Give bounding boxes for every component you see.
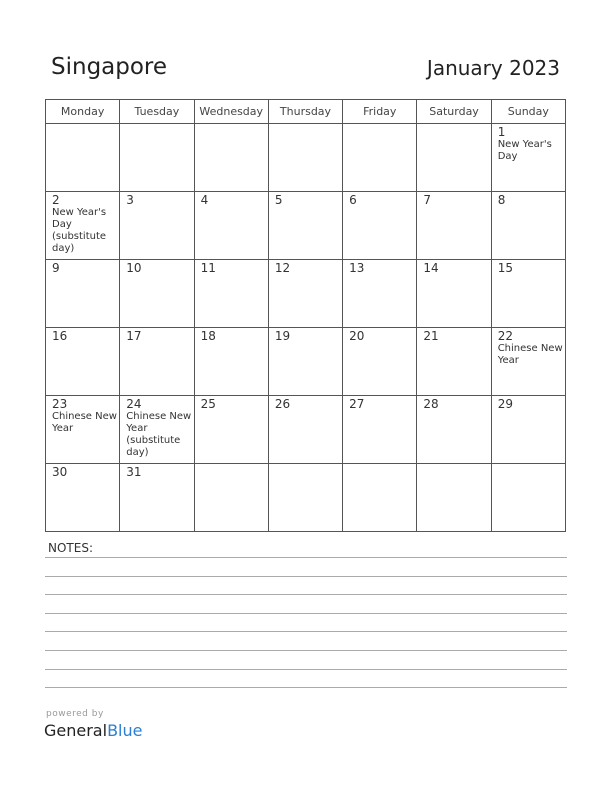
day-number: 8 [497, 193, 506, 207]
week-row [46, 396, 566, 464]
day-cell [46, 260, 120, 328]
weekday-header: Sunday [491, 100, 565, 124]
day-number: 27 [349, 397, 365, 411]
note-line [45, 576, 567, 577]
day-cell [120, 464, 194, 532]
empty-day-cell [343, 124, 417, 192]
day-number: 13 [349, 261, 365, 275]
day-cell [194, 192, 268, 260]
weekday-header: Saturday [417, 100, 491, 124]
holiday-label: Chinese New Year (substitute day) [126, 411, 192, 458]
day-number: 5 [274, 193, 283, 207]
week-row [46, 260, 566, 328]
week-row [46, 328, 566, 396]
empty-day-cell [268, 124, 342, 192]
day-cell [491, 124, 565, 192]
day-cell [120, 396, 194, 464]
day-cell [268, 396, 342, 464]
day-number: 12 [274, 261, 291, 275]
day-cell [491, 328, 565, 396]
holiday-label: New Year's Day (substitute day) [52, 207, 107, 254]
calendar-country-title: Singapore [51, 54, 168, 80]
day-cell [343, 396, 417, 464]
day-number: 24 [126, 397, 142, 411]
day-number: 18 [200, 329, 216, 343]
weekday-header: Thursday [268, 100, 342, 124]
day-number: 11 [200, 261, 216, 275]
day-number: 31 [126, 465, 142, 479]
day-number: 30 [52, 465, 68, 479]
calendar-grid [45, 99, 566, 532]
day-cell [268, 260, 342, 328]
weekday-header: Wednesday [194, 100, 268, 124]
empty-day-cell [194, 464, 268, 532]
day-number: 7 [423, 193, 432, 207]
note-line [45, 557, 567, 558]
day-number: 25 [200, 397, 216, 411]
day-cell [417, 192, 491, 260]
day-cell [194, 328, 268, 396]
day-number: 1 [497, 125, 506, 139]
empty-day-cell [120, 124, 194, 192]
empty-day-cell [194, 124, 268, 192]
day-cell [120, 260, 194, 328]
weekday-header: Friday [343, 100, 417, 124]
day-number: 19 [274, 329, 291, 343]
day-cell [46, 464, 120, 532]
brand-general-text: General [44, 721, 108, 740]
note-line [45, 613, 567, 614]
note-line [45, 594, 567, 595]
day-cell [491, 260, 565, 328]
day-cell [417, 396, 491, 464]
day-cell [417, 260, 491, 328]
empty-day-cell [46, 124, 120, 192]
day-cell [46, 396, 120, 464]
weekday-header: Monday [46, 100, 120, 124]
day-cell [46, 192, 120, 260]
day-number: 6 [349, 193, 357, 207]
day-number: 3 [126, 193, 134, 207]
note-line [45, 669, 567, 670]
weekday-header: Tuesday [120, 100, 194, 124]
powered-by-text: powered by [46, 709, 104, 719]
week-row [46, 464, 566, 532]
note-line [45, 631, 567, 632]
day-number: 20 [349, 329, 365, 343]
day-cell [194, 260, 268, 328]
day-number: 2 [52, 193, 60, 207]
calendar-month-title: January 2023 [426, 56, 560, 80]
brand-blue-text: Blue [107, 721, 143, 740]
day-number: 23 [52, 397, 68, 411]
empty-day-cell [417, 464, 491, 532]
day-number: 9 [52, 261, 60, 275]
weekday-header-row [46, 100, 566, 124]
holiday-label: Chinese New Year [497, 343, 563, 366]
empty-day-cell [491, 464, 565, 532]
generalblue-logo[interactable] [44, 721, 142, 740]
day-cell [268, 328, 342, 396]
day-cell [417, 328, 491, 396]
day-cell [46, 328, 120, 396]
day-number: 4 [200, 193, 209, 207]
day-number: 10 [126, 261, 142, 275]
day-number: 14 [423, 261, 439, 275]
empty-day-cell [417, 124, 491, 192]
day-number: 21 [423, 329, 439, 343]
empty-day-cell [343, 464, 417, 532]
day-number: 17 [126, 329, 142, 343]
holiday-label: New Year's Day [497, 139, 552, 162]
week-row [46, 124, 566, 192]
day-cell [343, 328, 417, 396]
day-cell [194, 396, 268, 464]
note-line [45, 687, 567, 688]
notes-label: NOTES: [48, 541, 93, 555]
day-cell [120, 192, 194, 260]
day-cell [343, 260, 417, 328]
day-number: 16 [52, 329, 68, 343]
day-cell [343, 192, 417, 260]
day-number: 29 [497, 397, 513, 411]
holiday-label: Chinese New Year [52, 411, 117, 434]
day-number: 28 [423, 397, 439, 411]
day-number: 15 [497, 261, 513, 275]
day-number: 22 [497, 329, 513, 343]
day-cell [491, 396, 565, 464]
note-line [45, 650, 567, 651]
day-number: 26 [274, 397, 291, 411]
empty-day-cell [268, 464, 342, 532]
day-cell [491, 192, 565, 260]
day-cell [120, 328, 194, 396]
week-row [46, 192, 566, 260]
day-cell [268, 192, 342, 260]
